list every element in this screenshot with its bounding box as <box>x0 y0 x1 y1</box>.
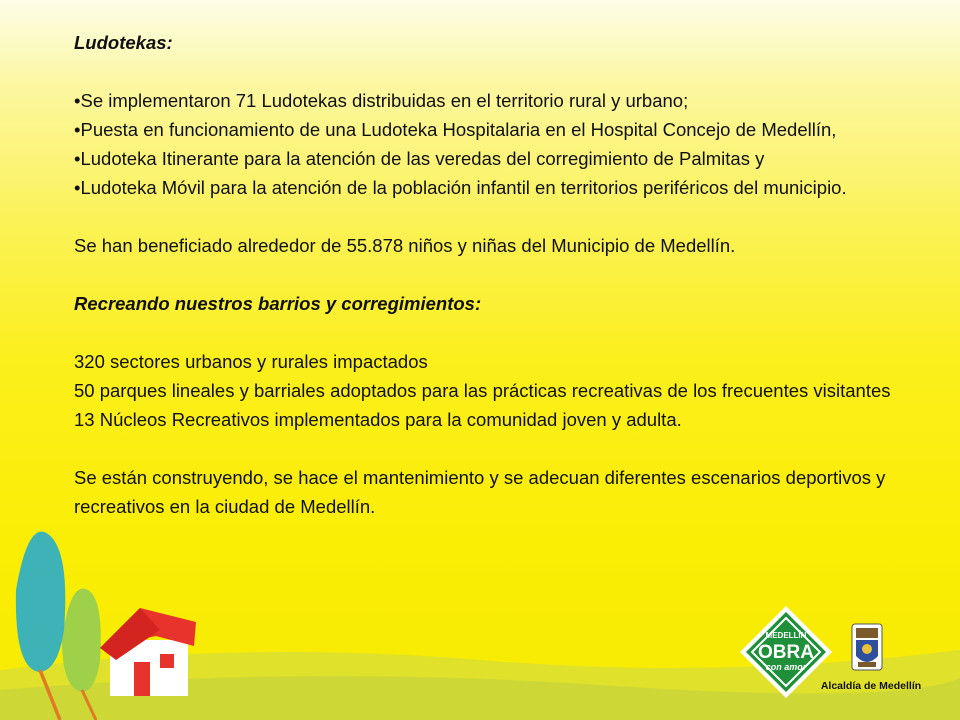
stat-line: 50 parques lineales y barriales adoptados para las prácticas recreativas de los frecuentes visitantes <box>74 380 891 401</box>
stat-line: 13 Núcleos Recreativos implementados para la comunidad joven y adulta. <box>74 409 682 430</box>
list-item <box>74 115 924 144</box>
tree-green-icon <box>62 589 101 692</box>
bullet-text: Puesta en funcionamiento de una Ludoteka Hospitalaria en el Hospital Concejo de Medellín, <box>80 119 837 140</box>
house-icon <box>100 608 196 696</box>
house-and-trees-illustration <box>0 520 220 720</box>
bullet-text: Ludoteka Móvil para la atención de la población infantil en territorios periféricos del municipio. <box>80 177 847 198</box>
alcaldia-medellin-logo <box>812 622 932 692</box>
bullet-text: Se implementaron 71 Ludotekas distribuidas en el territorio rural y urbano; <box>80 90 689 111</box>
beneficiaries-text: Se han beneficiado alrededor de 55.878 niños y niñas del Municipio de Medellín. <box>74 235 736 256</box>
list-item <box>74 173 924 202</box>
tree-teal-icon <box>16 532 65 672</box>
coat-of-arms-icon <box>812 622 932 678</box>
slide-body <box>74 28 924 521</box>
list-item <box>74 86 924 115</box>
list-item <box>74 144 924 173</box>
logo-badge-top: MEDELLÍN <box>765 631 807 640</box>
stat-line: 320 sectores urbanos y rurales impactados <box>74 351 428 372</box>
logo-badge-sub: con amor <box>765 662 807 672</box>
alcaldia-text: Alcaldía de Medellín <box>820 680 922 692</box>
closing-text: Se están construyendo, se hace el mantenimiento y se adecuan diferentes escenarios deportivos y recreativos en la ciudad de Medellín. <box>74 467 886 517</box>
bullet-text: Ludoteka Itinerante para la atención de las veredas del corregimiento de Palmitas y <box>80 148 765 169</box>
logo-badge-main: OBRA <box>758 642 814 663</box>
heading-ludotekas: Ludotekas: <box>74 32 173 53</box>
heading-recreando: Recreando nuestros barrios y corregimientos: <box>74 293 482 314</box>
